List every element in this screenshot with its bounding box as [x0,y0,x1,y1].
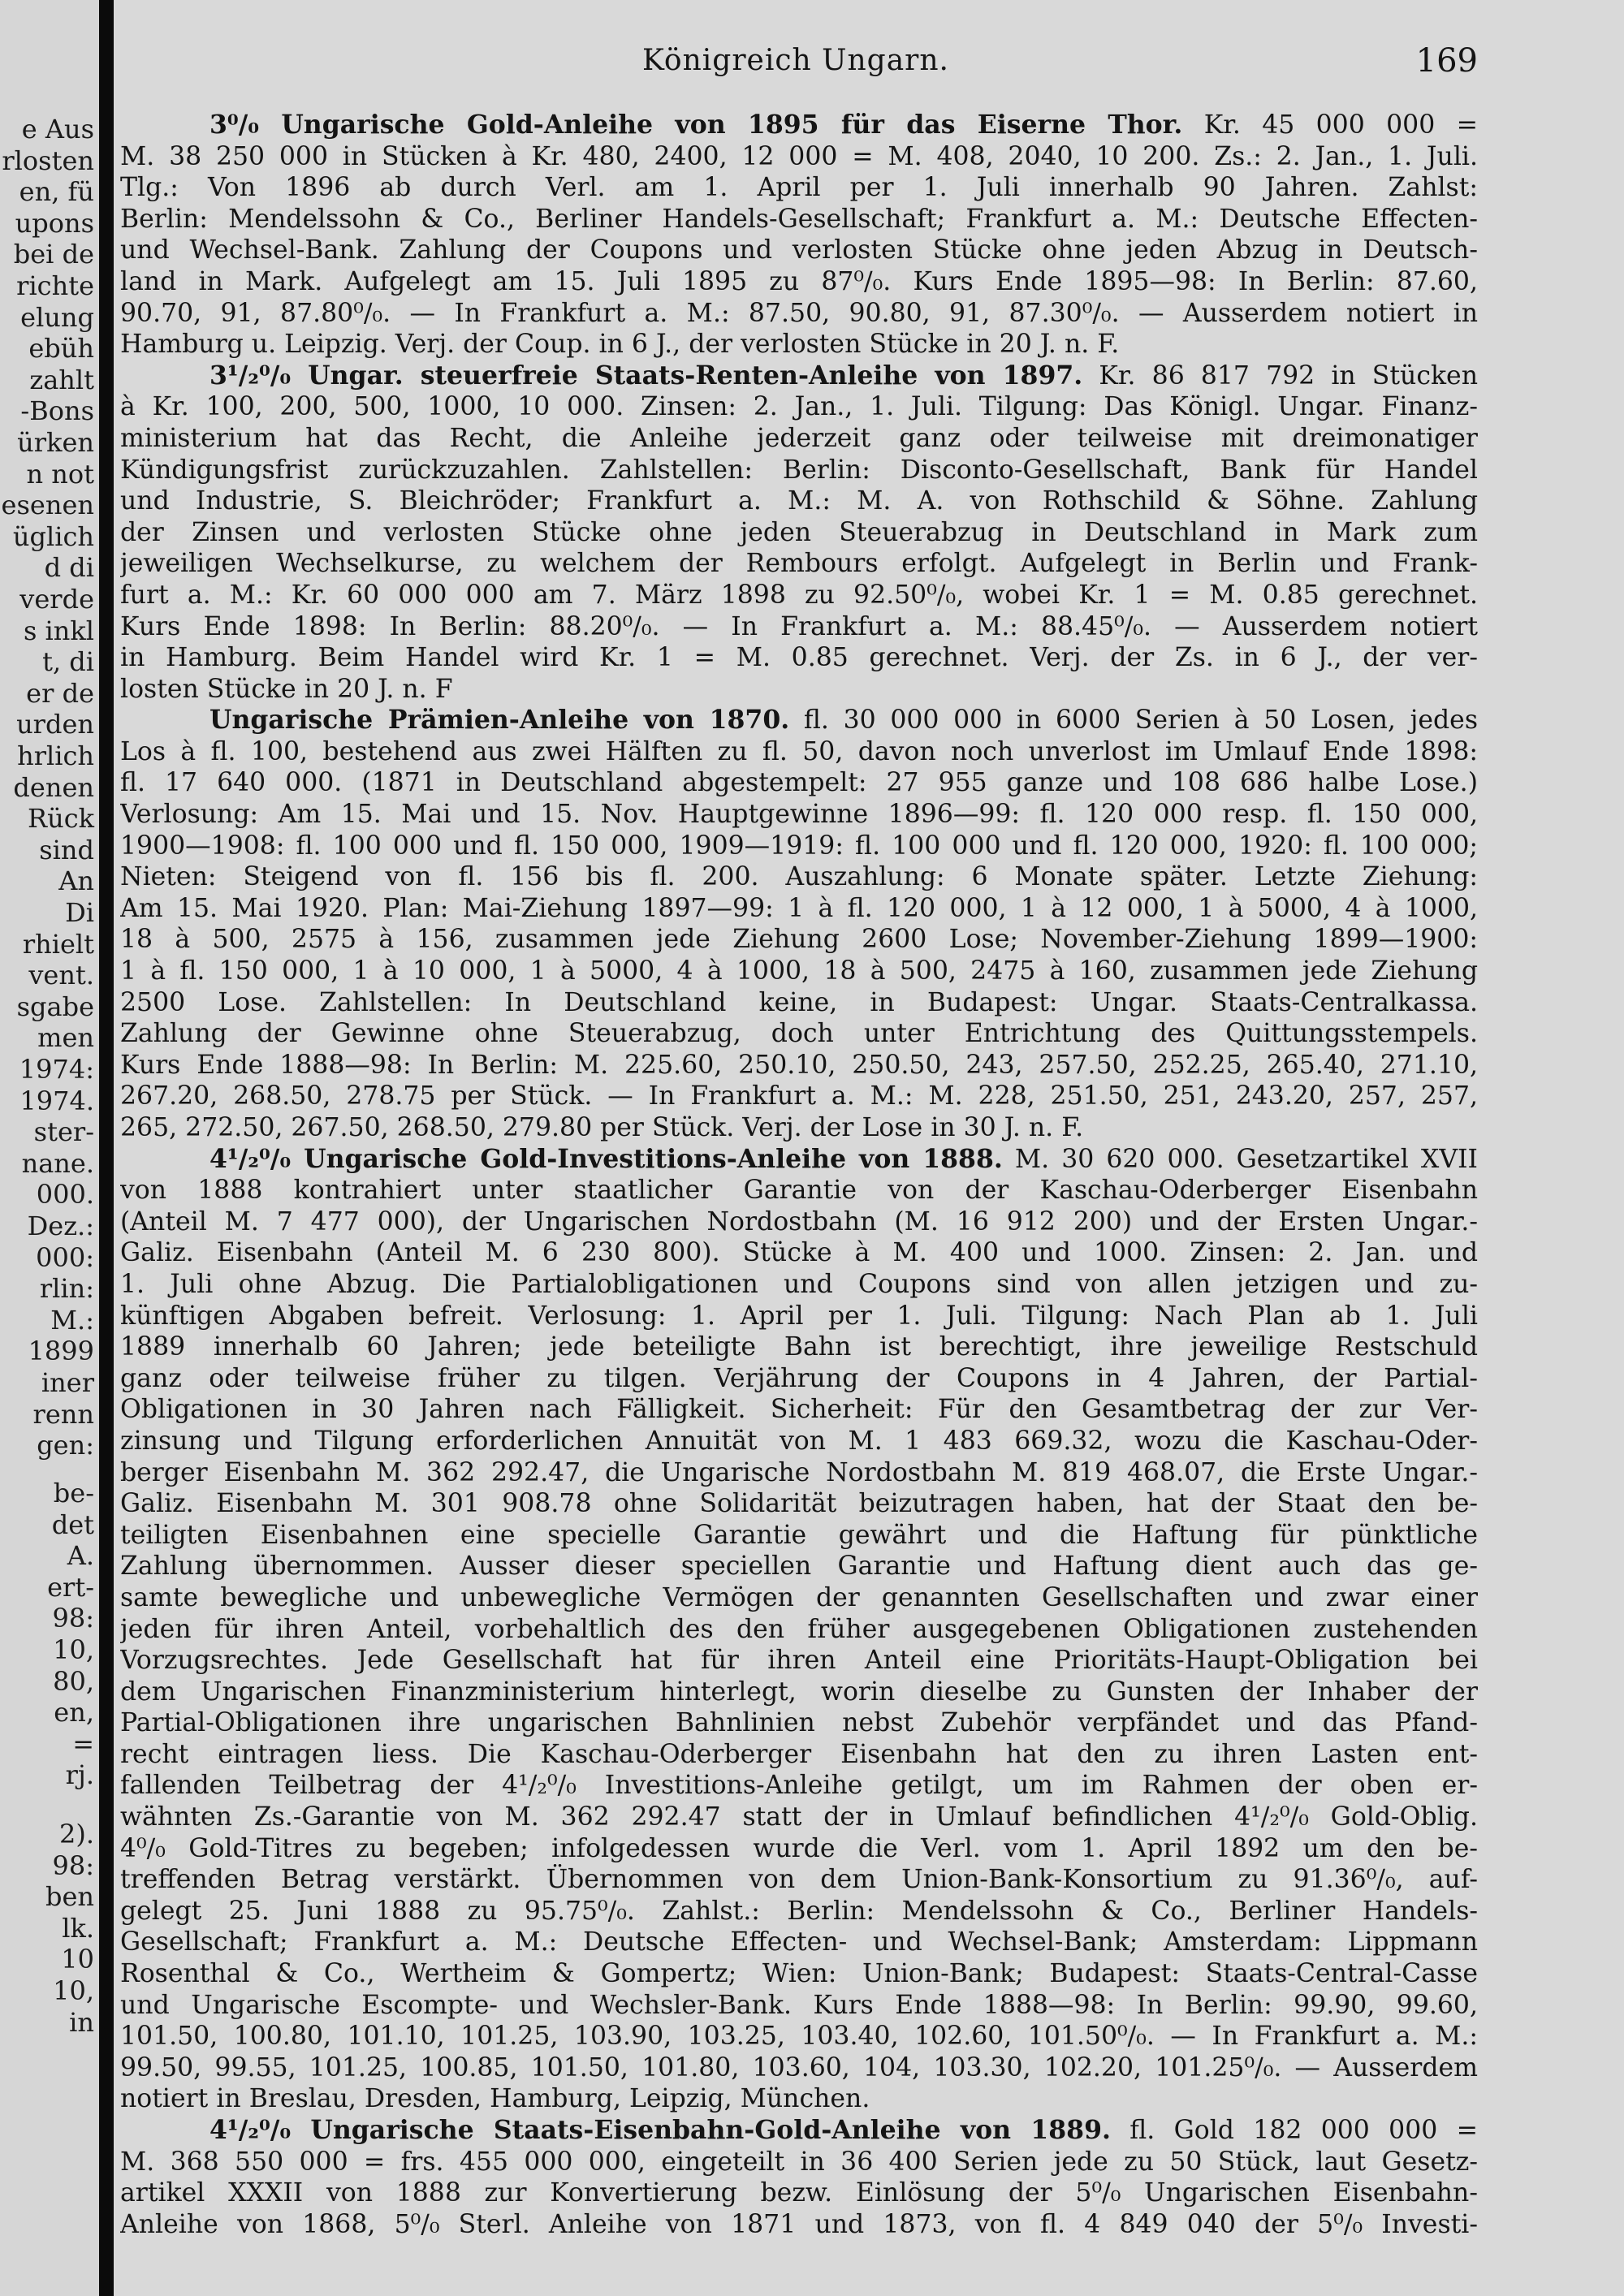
text-line: à Kr. 100, 200, 500, 1000, 10 000. Zinsen: 2. Jan., 1. Juli. Tilgung: Das Königl. Ungar. Finanz- [120,392,1478,422]
text-line: und Ungarische Escompte- und Wechsler-Bank. Kurs Ende 1888—98: In Berlin: 99.90, 99.60, [120,1990,1478,2020]
entry-first-line: 4¹/₂⁰/₀ Ungarische Gold-Investitions-Anleihe von 1888. M. 30 620 000. Gesetzartikel XVII [209,1143,1478,1174]
text-line: von 1888 kontrahiert unter staatlicher Garantie von der Kaschau-Oderberger Eisenbahn [120,1176,1478,1206]
text-line: berger Eisenbahn M. 362 292.47, die Ungarische Nordostbahn M. 819 468.07, die Erste Ungar.- [120,1457,1478,1487]
margin-fragment: be- [53,1478,94,1508]
text-line: Vorzugsrechtes. Jede Gesellschaft hat für ihren Anteil eine Prioritäts-Haupt-Obligation bei [120,1646,1478,1676]
text-line: in Hamburg. Beim Handel wird Kr. 1 = M. 0.85 gerechnet. Verj. der Zs. in 6 J., der ver- [120,643,1478,673]
entry-first-line: 3¹/₂⁰/₀ Ungar. steuerfreie Staats-Renten-Anleihe von 1897. Kr. 86 817 792 in Stücken [209,360,1478,391]
margin-fragment: rlin: [39,1273,94,1305]
text-line: 1900—1908: fl. 100 000 und fl. 150 000, 1909—1919: fl. 100 000 und fl. 120 000, 1920: fl. 100 000; [120,831,1478,861]
text-line: 4⁰/₀ Gold-Titres zu begeben; infolgedessen wurde die Verl. vom 1. April 1892 um den be- [120,1833,1478,1863]
margin-fragment: A. [67,1540,94,1572]
margin-fragment: 1899 [28,1336,94,1367]
text-line: ganz oder teilweise früher zu tilgen. Verjährung der Coupons in 4 Jahren, der Partial- [120,1363,1478,1393]
margin-fragment: n not [26,458,94,490]
entry-heading: 4¹/₂⁰/₀ Ungarische Staats-Eisenbahn-Gold-Anleihe von 1889. [209,2115,1111,2145]
text-line: Zahlung der Gewinne ohne Steuerabzug, doch unter Entrichtung des Quittungsstempels. [120,1019,1478,1049]
text-line: Hamburg u. Leipzig. Verj. der Coup. in 6 J., der verlosten Stücke in 20 J. n. F. [120,330,1120,360]
text-line: künftigen Abgaben befreit. Verlosung: 1. April per 1. Juli. Tilgung: Nach Plan ab 1. Juli [120,1301,1478,1331]
text-line: notiert in Breslau, Dresden, Hamburg, Leipzig, München. [120,2084,870,2114]
text-line: 265, 272.50, 267.50, 268.50, 279.80 per Stück. Verj. der Lose in 30 J. n. F. [120,1113,1084,1142]
text-line: Tlg.: Von 1896 ab durch Verl. am 1. April per 1. Juli innerhalb 90 Jahren. Zahlst: [120,173,1478,203]
text-line: Galiz. Eisenbahn (Anteil M. 6 230 800). Stücke à M. 400 und 1000. Zinsen: 2. Jan. und [120,1238,1478,1268]
text-line: Partial-Obligationen ihre ungarischen Bahnlinien nebst Zubehör verpfändet und das Pfand- [120,1708,1478,1738]
book-page [114,0,1624,2296]
margin-fragment: 1974. [19,1085,94,1116]
text-line: Obligationen in 30 Jahren nach Fälligkeit. Sicherheit: Für den Gesamtbetrag der zur Ver- [120,1395,1478,1425]
margin-fragment: nane. [21,1147,94,1179]
text-line: Anleihe von 1868, 5⁰/₀ Sterl. Anleihe von 1871 und 1873, von fl. 4 849 040 der 5⁰/₀ Investi- [120,2209,1478,2239]
book-gutter [99,0,114,2296]
text-line: gelegt 25. Juni 1888 zu 95.75⁰/₀. Zahlst.: Berlin: Mendelssohn & Co., Berliner Handels- [120,1896,1478,1926]
margin-fragment: Dez.: [27,1211,94,1241]
entry-heading: 3⁰/₀ Ungarische Gold-Anleihe von 1895 für das Eiserne Thor. [209,110,1183,140]
margin-fragment: 98: [52,1603,94,1634]
margin-fragment: 10, [53,1975,94,2006]
margin-fragment: iner [41,1367,94,1398]
margin-fragment: 000: [36,1241,94,1273]
text-line: M. 38 250 000 in Stücken à Kr. 480, 2400, 12 000 = M. 408, 2040, 10 200. Zs.: 2. Jan., 1. Juli. [120,141,1478,171]
text-line: und Industrie, S. Bleichröder; Frankfurt a. M.: M. A. von Rothschild & Söhne. Zahlung [120,486,1478,516]
text-line: dem Ungarischen Finanzministerium hinterlegt, worin dieselbe zu Gunsten der Inhaber der [120,1677,1478,1707]
margin-fragment: urden [16,709,94,740]
margin-fragment: 98: [52,1849,94,1881]
text-line: 1. Juli ohne Abzug. Die Partialobligationen und Coupons sind von allen jetzigen und zu- [120,1269,1478,1299]
margin-fragment: men [37,1022,94,1054]
margin-fragment: in [69,2006,94,2038]
text-line: wähnten Zs.-Garantie von M. 362 292.47 statt der in Umlauf befindlichen 4¹/₂⁰/₀ Gold-Oblig. [120,1802,1478,1832]
margin-fragment: renn [32,1398,94,1430]
text-line: der Zinsen und verlosten Stücke ohne jeden Steuerabzug in Deutschland in Mark zum [120,517,1478,547]
text-line: fl. 17 640 000. (1871 in Deutschland abgestempelt: 27 955 ganze und 108 686 halbe Lose.) [120,768,1478,798]
margin-fragment: er de [26,677,94,709]
text-line: (Anteil M. 7 477 000), der Ungarischen Nordostbahn (M. 16 912 200) und der Ersten Ungar.- [120,1206,1478,1236]
margin-fragment: Rück [27,803,94,835]
margin-fragment: rlosten [2,145,94,176]
margin-fragment: bei de [13,239,94,270]
text-line: Galiz. Eisenbahn M. 301 908.78 ohne Solidarität beizutragen haben, hat der Staat den be- [120,1489,1478,1519]
margin-fragment: zahlt [29,364,94,395]
text-line: Verlosung: Am 15. Mai und 15. Nov. Hauptgewinne 1896—99: fl. 120 000 resp. fl. 150 000, [120,800,1478,830]
margin-fragment: 10 [61,1944,94,1975]
text-line: fallenden Teilbetrag der 4¹/₂⁰/₀ Investitions-Anleihe getilgt, um im Rahmen der oben er- [120,1771,1478,1801]
text-line: 18 à 500, 2575 à 156, zusammen jede Ziehung 2600 Lose; November-Ziehung 1899—1900: [120,925,1478,955]
entry-first-line: 4¹/₂⁰/₀ Ungarische Staats-Eisenbahn-Gold-Anleihe von 1889. fl. Gold 182 000 000 = [209,2115,1478,2145]
text-line: 99.50, 99.55, 101.25, 100.85, 101.50, 101.80, 103.60, 104, 103.30, 102.20, 101.25⁰/₀. — Ausserdem [120,2052,1478,2082]
margin-fragment: esenen [1,490,94,521]
margin-fragment: ert- [47,1571,94,1603]
entry-heading: 4¹/₂⁰/₀ Ungarische Gold-Investitions-Anleihe von 1888. [209,1143,1003,1174]
text-line: und Wechsel-Bank. Zahlung der Coupons und verlosten Stücke ohne jeden Abzug in Deutsch- [120,235,1478,265]
text-line: Kurs Ende 1898: In Berlin: 88.20⁰/₀. — In Frankfurt a. M.: 88.45⁰/₀. — Ausserdem notiert [120,611,1478,641]
margin-fragment: e Aus [21,114,94,145]
margin-fragment: denen [13,771,94,803]
text-line: samte bewegliche und unbewegliche Vermögen der genannten Gesellschaften und zwar einer [120,1582,1478,1612]
margin-fragment: sgabe [16,990,94,1022]
margin-fragment: d di [44,552,94,584]
margin-fragment: s inkl [23,615,94,646]
margin-fragment: 1974: [19,1054,94,1085]
text-line: 1889 innerhalb 60 Jahren; jede beteiligte Bahn ist berechtigt, ihre jeweilige Restschuld [120,1332,1478,1362]
margin-fragment: gen: [37,1430,94,1461]
text-line: 101.50, 100.80, 101.10, 101.25, 103.90, 103.25, 103.40, 102.60, 101.50⁰/₀. — In Frankfurt a. M.: [120,2022,1478,2052]
text-line: Am 15. Mai 1920. Plan: Mai-Ziehung 1897—99: 1 à fl. 120 000, 1 à 12 000, 1 à 5000, 4 à 1000, [120,893,1478,923]
margin-fragment: = [72,1728,94,1759]
text-line: Berlin: Mendelssohn & Co., Berliner Handels-Gesellschaft; Frankfurt a. M.: Deutsche Effecten- [120,204,1478,234]
margin-fragment: en, fü [19,176,94,208]
text-line: artikel XXXII von 1888 zur Konvertierung bezw. Einlösung der 5⁰/₀ Ungarischen Eisenbahn- [120,2178,1478,2208]
text-line: treffenden Betrag verstärkt. Übernommen von dem Union-Bank-Konsortium zu 91.36⁰/₀, auf- [120,1865,1478,1895]
margin-fragment: 80, [53,1665,94,1697]
margin-fragment: Di [65,897,94,928]
text-line: land in Mark. Aufgelegt am 15. Juli 1895 zu 87⁰/₀. Kurs Ende 1895—98: In Berlin: 87.60, [120,266,1478,296]
text-line: jeden für ihren Anteil, vorbehaltlich des den früher ausgegebenen Obligationen zustehenden [120,1614,1478,1644]
entry-first-line: Ungarische Prämien-Anleihe von 1870. fl. 30 000 000 in 6000 Serien à 50 Losen, jedes [209,705,1478,736]
margin-fragment: rj. [65,1759,94,1791]
margin-fragment: en, [54,1697,94,1728]
text-line: recht eintragen liess. Die Kaschau-Oderberger Eisenbahn hat den zu ihren Lasten ent- [120,1739,1478,1769]
body-text [120,110,1478,2240]
margin-fragment: sind [39,834,94,865]
text-line: jeweiligen Wechselkurse, zu welchem der Rembours erfolgt. Aufgelegt in Berlin und Frank- [120,549,1478,579]
margin-fragment: hrlich [17,740,94,771]
margin-fragment: An [58,865,94,897]
margin-fragment: -Bons [20,395,94,427]
margin-fragment: lk. [62,1912,94,1944]
text-line: Zahlung übernommen. Ausser dieser speciellen Garantie und Haftung dient auch das ge- [120,1552,1478,1582]
entry-first-line: 3⁰/₀ Ungarische Gold-Anleihe von 1895 für das Eiserne Thor. Kr. 45 000 000 = [209,110,1478,140]
margin-fragment: ebüh [28,333,94,365]
entry-heading: Ungarische Prämien-Anleihe von 1870. [209,705,790,736]
text-line: teiligten Eisenbahnen eine specielle Garantie gewährt und die Haftung für pünktliche [120,1520,1478,1550]
margin-fragment: t, di [42,646,94,678]
margin-fragment: ürken [17,427,94,458]
text-line: 267.20, 268.50, 278.75 per Stück. — In Frankfurt a. M.: M. 228, 251.50, 251, 243.20, 257, 257, [120,1081,1478,1111]
margin-fragment: üglich [12,520,94,552]
text-line: Gesellschaft; Frankfurt a. M.: Deutsche Effecten- und Wechsel-Bank; Amsterdam: Lippmann [120,1927,1478,1957]
margin-fragment: upons [15,207,94,239]
margin-fragment: richte [16,270,94,301]
text-line: zinsung und Tilgung erforderlichen Annuität von M. 1 483 669.32, wozu die Kaschau-Oder- [120,1426,1478,1456]
text-line: Kurs Ende 1888—98: In Berlin: M. 225.60, 250.10, 250.50, 243, 257.50, 252.25, 265.40, 271.10, [120,1050,1478,1080]
page-number: 169 [1415,42,1478,80]
margin-fragment: det [51,1508,94,1540]
margin-fragment: 10, [53,1634,94,1665]
text-line: Kündigungsfrist zurückzuzahlen. Zahlstellen: Berlin: Disconto-Gesellschaft, Bank für Handel [120,455,1478,485]
margin-fragment: 000. [36,1179,94,1211]
text-line: 1 à fl. 150 000, 1 à 10 000, 1 à 5000, 4 à 1000, 18 à 500, 2475 à 160, zusammen jede Ziehung [120,956,1478,986]
left-page-margin-fragment [0,0,99,2296]
text-line: Rosenthal & Co., Wertheim & Gompertz; Wien: Union-Bank; Budapest: Staats-Central-Casse [120,1959,1478,1989]
text-line: furt a. M.: Kr. 60 000 000 am 7. März 1898 zu 92.50⁰/₀, wobei Kr. 1 = M. 0.85 gerechnet. [120,580,1478,610]
margin-fragment: rhielt [22,928,94,960]
margin-fragment: 2). [58,1819,94,1849]
margin-fragment: elung [20,301,94,333]
text-line: ministerium hat das Recht, die Anleihe jederzeit ganz oder teilweise mit dreimonatiger [120,423,1478,453]
page-header [114,41,1478,81]
margin-fragment: ster- [33,1116,94,1148]
running-title: Königreich Ungarn. [641,44,950,77]
margin-fragment: ben [45,1881,94,1913]
entry-heading: 3¹/₂⁰/₀ Ungar. steuerfreie Staats-Renten-Anleihe von 1897. [209,360,1083,391]
margin-fragment: vent. [28,960,94,991]
text-line: Nieten: Steigend von fl. 156 bis fl. 200. Auszahlung: 6 Monate später. Letzte Ziehung: [120,862,1478,892]
text-line: 90.70, 91, 87.80⁰/₀. — In Frankfurt a. M.: 87.50, 90.80, 91, 87.30⁰/₀. — Ausserdem notiert in [120,298,1478,328]
text-line: M. 368 550 000 = frs. 455 000 000, eingeteilt in 36 400 Serien jede zu 50 Stück, laut Gesetz- [120,2147,1478,2177]
margin-fragment: M.: [50,1304,94,1336]
text-line: losten Stücke in 20 J. n. F [120,674,453,704]
text-line: Los à fl. 100, bestehend aus zwei Hälften zu fl. 50, davon noch unverlost im Umlauf Ende 1898: [120,736,1478,766]
text-line: 2500 Lose. Zahlstellen: In Deutschland keine, in Budapest: Ungar. Staats-Centralkassa. [120,987,1478,1017]
margin-fragment: verde [19,584,94,615]
